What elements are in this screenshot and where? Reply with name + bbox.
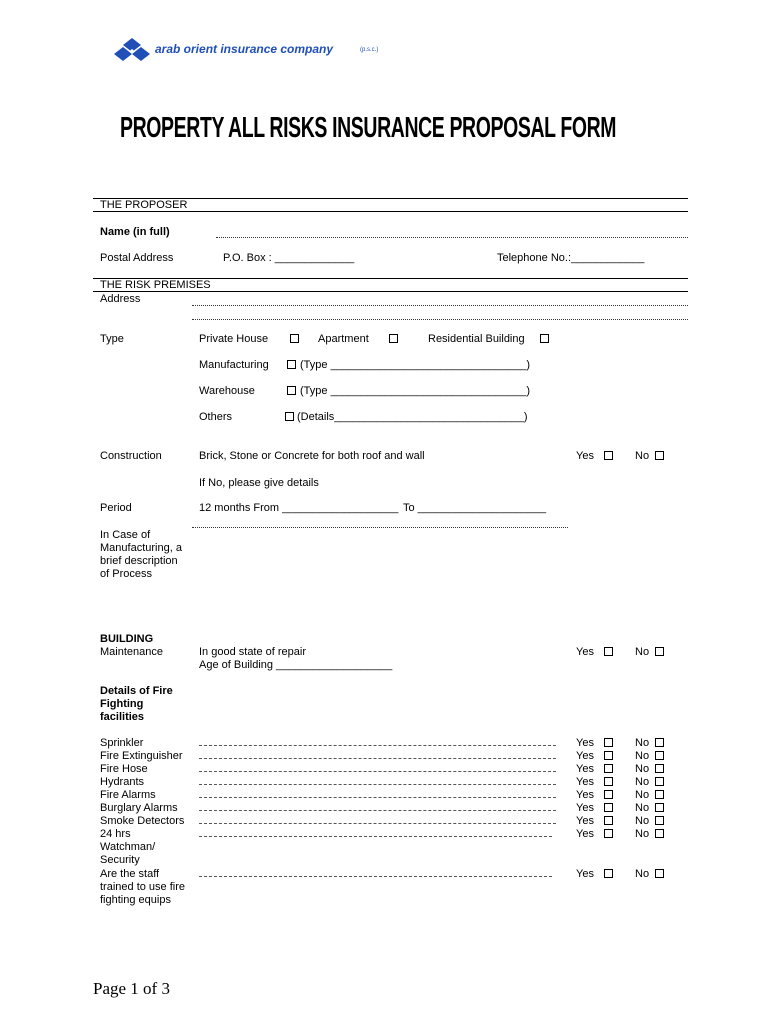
answer-line[interactable]: [199, 876, 552, 877]
residential-label: Residential Building: [428, 333, 525, 345]
divider: [93, 211, 688, 212]
yes-checkbox[interactable]: [604, 816, 613, 825]
yes-label: Yes: [576, 828, 594, 840]
answer-line[interactable]: [199, 758, 556, 759]
no-label: No: [635, 737, 650, 749]
period-from-field[interactable]: 12 months From ___________________: [199, 502, 399, 514]
address-field[interactable]: [192, 319, 688, 320]
name-field[interactable]: [216, 237, 688, 238]
yes-checkbox[interactable]: [604, 790, 613, 799]
yes-label: Yes: [576, 737, 594, 749]
yes-checkbox[interactable]: [604, 777, 613, 786]
yes-checkbox[interactable]: [604, 764, 613, 773]
answer-line[interactable]: [199, 797, 556, 798]
if-no-text: If No, please give details: [199, 477, 319, 489]
section-building: BUILDING: [100, 633, 154, 645]
others-label: Others: [199, 411, 233, 423]
construction-label: Construction: [100, 450, 162, 462]
no-checkbox[interactable]: [655, 803, 664, 812]
maintenance-label: Maintenance: [100, 646, 163, 658]
yes-label: Yes: [576, 450, 594, 462]
period-details-field[interactable]: [192, 527, 568, 528]
no-checkbox[interactable]: [655, 829, 664, 838]
apartment-checkbox[interactable]: [389, 334, 398, 343]
process-label: brief description: [100, 555, 178, 567]
postal-label: Postal Address: [100, 252, 174, 264]
list-item: Fire Alarms: [100, 789, 156, 801]
list-item: fighting equips: [100, 894, 171, 906]
yes-label: Yes: [576, 789, 594, 801]
yes-label: Yes: [576, 815, 594, 827]
list-item: Are the staff: [100, 868, 160, 880]
name-label: Name (in full): [100, 226, 170, 238]
construction-text: Brick, Stone or Concrete for both roof and wall: [199, 450, 425, 462]
company-name: arab orient insurance company: [155, 42, 334, 56]
process-label: Manufacturing, a: [100, 542, 182, 554]
no-label: No: [635, 868, 650, 880]
no-label: No: [635, 802, 650, 814]
yes-checkbox[interactable]: [604, 869, 613, 878]
yes-checkbox[interactable]: [604, 803, 613, 812]
process-label: In Case of: [100, 529, 151, 541]
age-field[interactable]: Age of Building ___________________: [199, 659, 393, 671]
residential-checkbox[interactable]: [540, 334, 549, 343]
no-checkbox[interactable]: [655, 777, 664, 786]
telephone-field[interactable]: Telephone No.:____________: [497, 252, 645, 264]
apartment-label: Apartment: [318, 333, 369, 345]
period-to-field[interactable]: To _____________________: [403, 502, 547, 514]
no-label: No: [635, 750, 650, 762]
answer-line[interactable]: [199, 745, 556, 746]
no-label: No: [635, 776, 650, 788]
answer-line[interactable]: [199, 810, 556, 811]
list-item: Smoke Detectors: [100, 815, 185, 827]
no-label: No: [635, 763, 650, 775]
period-label: Period: [100, 502, 132, 514]
manufacturing-label: Manufacturing: [199, 359, 269, 371]
yes-label: Yes: [576, 868, 594, 880]
list-item: 24 hrs: [100, 828, 131, 840]
answer-line[interactable]: [199, 836, 552, 837]
yes-label: Yes: [576, 763, 594, 775]
fire-heading: facilities: [100, 711, 145, 723]
yes-checkbox[interactable]: [604, 738, 613, 747]
list-item: Burglary Alarms: [100, 802, 178, 814]
no-checkbox[interactable]: [655, 751, 664, 760]
section-risk: THE RISK PREMISES: [100, 279, 211, 291]
fire-heading: Fighting: [100, 698, 144, 710]
section-proposer: THE PROPOSER: [100, 199, 188, 211]
form-title: PROPERTY ALL RISKS INSURANCE PROPOSAL FORM: [120, 112, 617, 144]
manufacturing-checkbox[interactable]: [287, 360, 296, 369]
others-checkbox[interactable]: [285, 412, 294, 421]
divider: [93, 291, 688, 292]
list-item: Fire Extinguisher: [100, 750, 183, 762]
yes-checkbox[interactable]: [604, 451, 613, 460]
warehouse-checkbox[interactable]: [287, 386, 296, 395]
type-label: Type: [100, 333, 124, 345]
process-label: of Process: [100, 568, 152, 580]
list-item: Hydrants: [100, 776, 145, 788]
no-checkbox[interactable]: [655, 869, 664, 878]
list-item: Watchman/: [100, 841, 156, 853]
no-checkbox[interactable]: [655, 451, 664, 460]
address-field[interactable]: [192, 305, 688, 306]
private-house-label: Private House: [199, 333, 269, 345]
no-label: No: [635, 815, 650, 827]
list-item: trained to use fire: [100, 881, 185, 893]
others-details-field[interactable]: (Details_______________________________): [297, 411, 528, 423]
yes-label: Yes: [576, 646, 594, 658]
yes-checkbox[interactable]: [604, 751, 613, 760]
no-label: No: [635, 789, 650, 801]
no-checkbox[interactable]: [655, 790, 664, 799]
answer-line[interactable]: [199, 771, 556, 772]
private-house-checkbox[interactable]: [290, 334, 299, 343]
yes-label: Yes: [576, 802, 594, 814]
pobox-field[interactable]: P.O. Box : _____________: [223, 252, 355, 264]
no-checkbox[interactable]: [655, 764, 664, 773]
no-checkbox[interactable]: [655, 816, 664, 825]
yes-checkbox[interactable]: [604, 647, 613, 656]
warehouse-label: Warehouse: [199, 385, 255, 397]
answer-line[interactable]: [199, 784, 556, 785]
no-checkbox[interactable]: [655, 647, 664, 656]
yes-label: Yes: [576, 750, 594, 762]
fire-heading: Details of Fire: [100, 685, 173, 697]
yes-checkbox[interactable]: [604, 829, 613, 838]
warehouse-type-field[interactable]: (Type ________________________________): [300, 385, 530, 397]
address-label: Address: [100, 293, 141, 305]
manufacturing-type-field[interactable]: (Type ________________________________): [300, 359, 530, 371]
yes-label: Yes: [576, 776, 594, 788]
list-item: Security: [100, 854, 140, 866]
no-label: No: [635, 646, 650, 658]
no-checkbox[interactable]: [655, 738, 664, 747]
no-label: No: [635, 828, 650, 840]
page-number: Page 1 of 3: [93, 979, 170, 998]
no-label: No: [635, 450, 650, 462]
answer-line[interactable]: [199, 823, 556, 824]
company-logo: [114, 37, 150, 63]
list-item: Sprinkler: [100, 737, 144, 749]
repair-text: In good state of repair: [199, 646, 307, 658]
list-item: Fire Hose: [100, 763, 148, 775]
company-suffix: (p.s.c.): [360, 47, 379, 53]
